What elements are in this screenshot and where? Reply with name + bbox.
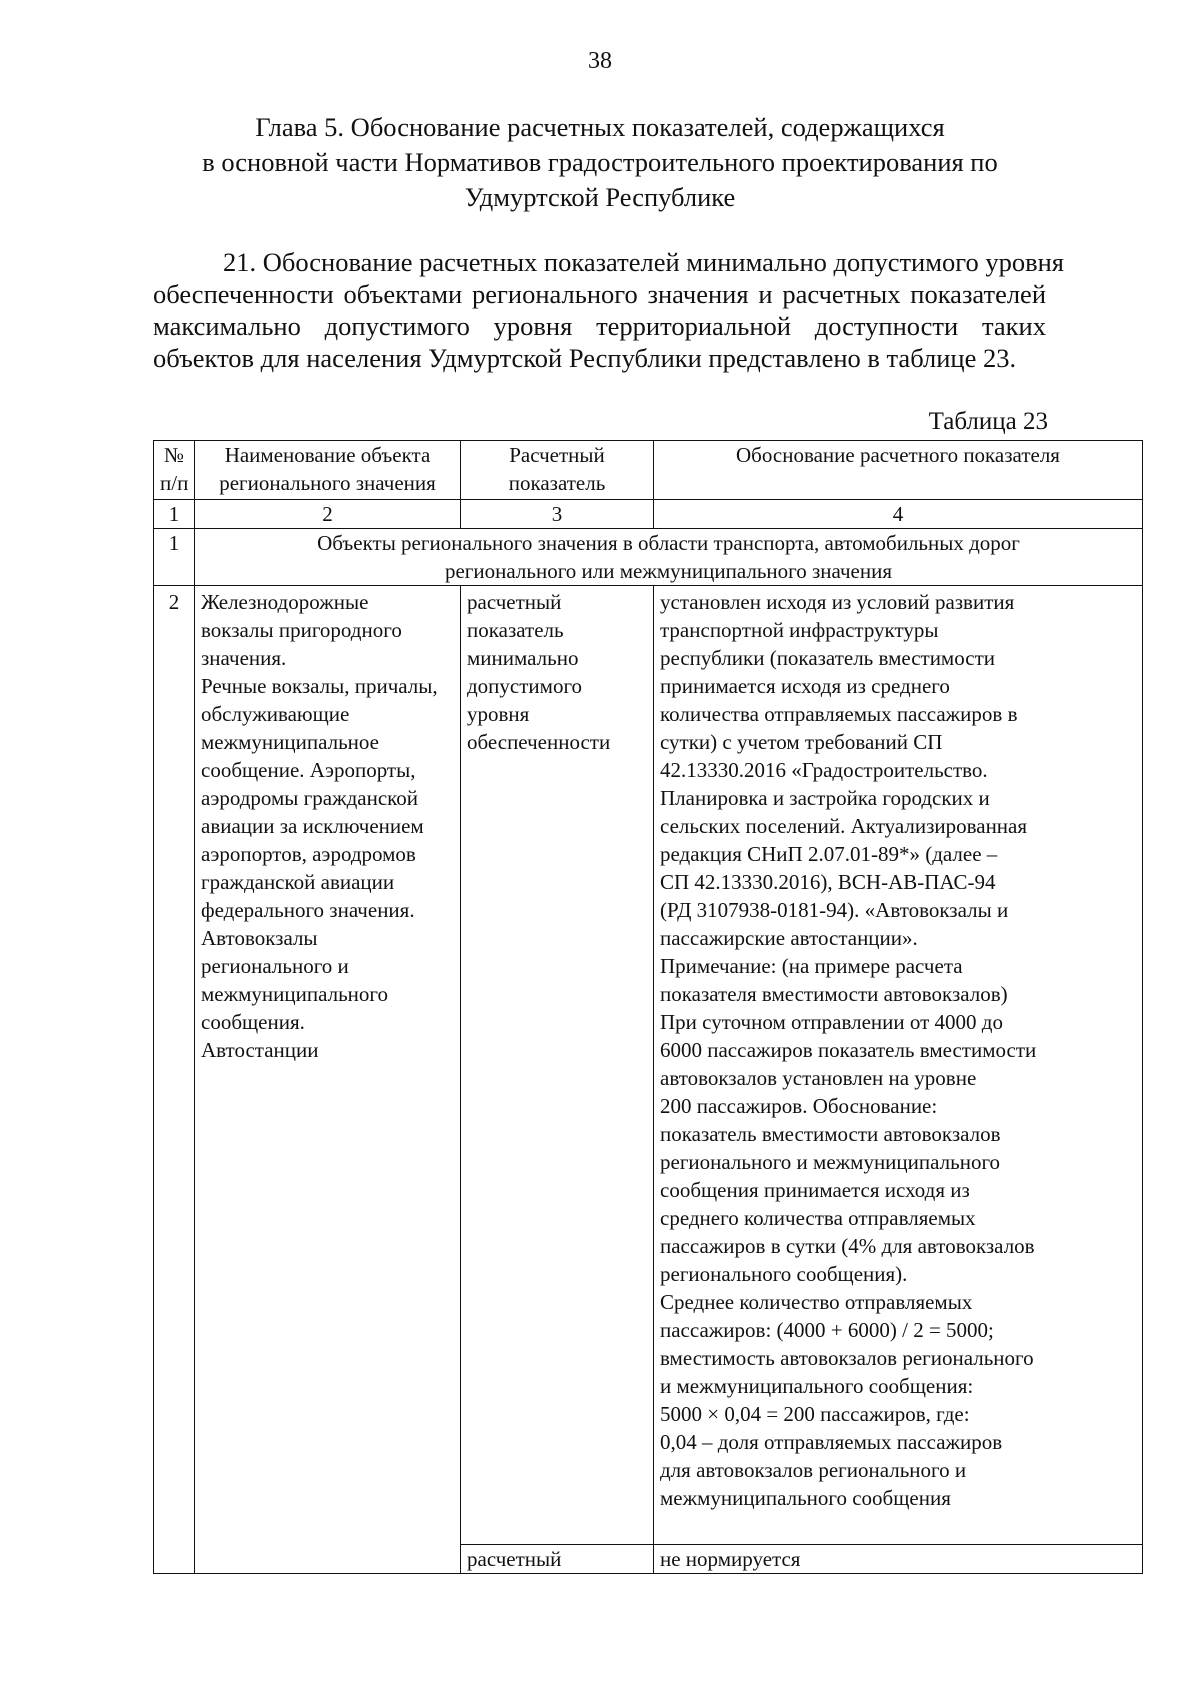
justification-cell: не нормируется (654, 1545, 1143, 1574)
paragraph-line: объектов для населения Удмуртской Республики представлено в таблице 23. (153, 343, 1017, 373)
chapter-heading-line: Удмуртской Республике (464, 182, 736, 212)
justification-cell: установлен исходя из условий развития транспортной инфраструктуры республики (показатель вместимости принимается исходя из среднего количества отправляемых пассажиров в сутки) с учетом требований СП 42.13330.2016 «Градостроительство. Планировка и застройка городских и сельских поселений. Актуализированная редакция СНиП 2.07.01-89*» (далее – СП 42.13330.2016), ВСН-АВ-ПАС-94 (РД 3107938-0181-94). «Автовокзалы и пассажирские автостанции». Примечание: (на примере расчета показателя вместимости автовокзалов) При суточном отправлении от 4000 до 6000 пассажиров показатель вместимости автовокзалов установлен на уровне 200 пассажиров. Обоснование: показатель вместимости автовокзалов регионального и межмуниципального сообщения принимается исходя из среднего количества отправляемых пассажиров в сутки (4% для автовокзалов регионального сообщения). Среднее количество отправляемых пассажиров: (4000 + 6000) / 2 = 5000; вместимость автовокзалов регионального и межмуниципального сообщения: 5000 × 0,04 = 200 пассажиров, где: 0,04 – доля отправляемых пассажиров для автовокзалов регионального и межмуниципального сообщения (654, 586, 1143, 1545)
header-cell-number: № п/п (154, 441, 195, 500)
object-name-cell: Железнодорожные вокзалы пригородного значения. Речные вокзалы, причалы, обслуживающие межмуниципальное сообщение. Аэропорты, аэродромы гражданской авиации за исключением аэропортов, аэродромов гражданской авиации федерального значения. Автовокзалы регионального и межмуниципального сообщения. Автостанции (195, 586, 461, 1574)
column-number: 4 (654, 500, 1143, 529)
table-23 (153, 440, 1143, 1574)
section-title: Объекты регионального значения в области транспорта, автомобильных дорог регионального или межмуниципального значения (195, 529, 1143, 586)
table-header-row (154, 441, 1143, 500)
chapter-heading-line: Глава 5. Обоснование расчетных показателей, содержащихся (255, 112, 945, 142)
header-cell-object-name: Наименование объекта регионального значения (195, 441, 461, 500)
section-21-paragraph (153, 246, 1064, 374)
row-number: 1 (154, 529, 195, 586)
column-number: 1 (154, 500, 195, 529)
page-number: 38 (588, 48, 612, 74)
header-cell-justification: Обоснование расчетного показателя (654, 441, 1143, 500)
chapter-heading (150, 110, 1050, 215)
paragraph-line: максимально допустимого уровня территориальной доступности таких (153, 311, 1046, 341)
column-number: 3 (461, 500, 654, 529)
paragraph-line: обеспеченности объектами регионального значения и расчетных показателей (153, 279, 1046, 309)
table-row (154, 586, 1143, 1545)
column-number: 2 (195, 500, 461, 529)
section-row (154, 529, 1143, 586)
table-caption: Таблица 23 (928, 408, 1048, 435)
chapter-heading-line: в основной части Нормативов градостроительного проектирования по (202, 147, 998, 177)
row-number: 2 (154, 586, 195, 1574)
paragraph-line: 21. Обоснование расчетных показателей минимально допустимого уровня (223, 247, 1064, 277)
indicator-cell: расчетный показатель минимально допустимого уровня обеспеченности (461, 586, 654, 1545)
indicator-cell: расчетный (461, 1545, 654, 1574)
header-cell-indicator: Расчетный показатель (461, 441, 654, 500)
column-number-row (154, 500, 1143, 529)
